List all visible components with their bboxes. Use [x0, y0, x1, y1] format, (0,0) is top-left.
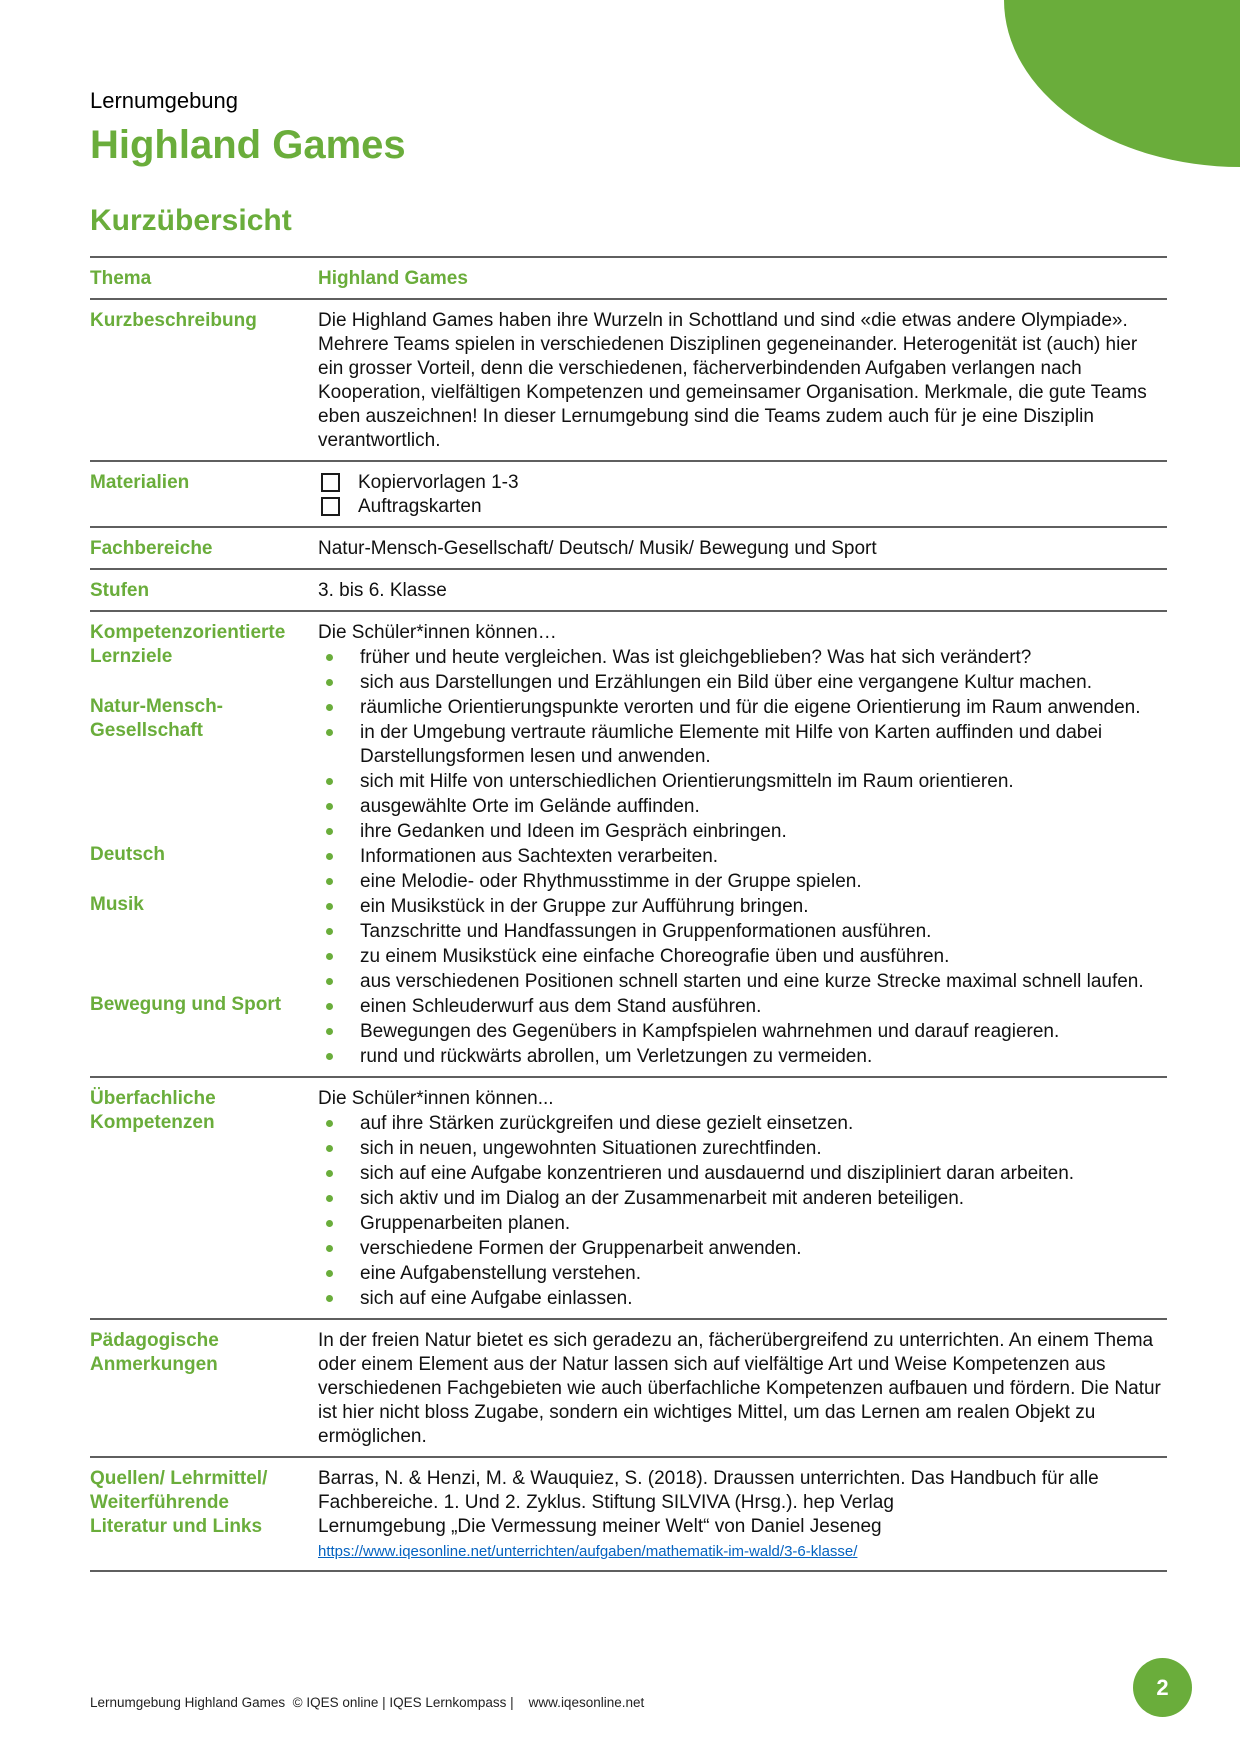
page-number-badge: [1133, 1658, 1192, 1717]
bullet-icon: [326, 1295, 333, 1302]
list-item: [318, 696, 1167, 720]
bullet-text: Bewegungen des Gegenübers in Kampfspielen wahrnehmen und darauf reagieren.: [360, 1021, 1060, 1042]
material-label: Auftragskarten: [358, 496, 482, 517]
bullet-text: räumliche Orientierungspunkte verorten und für die eigene Orientierung im Raum anwenden.: [360, 697, 1141, 718]
row-label-quellen: Quellen/ Lehrmittel/ Weiterführende Literatur und Links: [90, 1468, 268, 1537]
bullet-icon: [326, 729, 333, 736]
table-row-ueberfachliche-kompetenzen: [90, 1076, 1167, 1318]
table-row-paedagogische-anmerkungen: [90, 1318, 1167, 1456]
section-title: Kurzübersicht: [90, 204, 292, 237]
list-item: [318, 945, 1167, 969]
sublabel-natur-mensch-gesellschaft: Natur-Mensch-Gesellschaft: [90, 696, 224, 741]
bullet-icon: [326, 903, 333, 910]
table-row-quellen: [90, 1456, 1167, 1570]
list-item: [318, 1187, 1167, 1211]
bullet-icon: [326, 978, 333, 985]
bullet-text: Gruppenarbeiten planen.: [360, 1213, 571, 1234]
stufen-value: 3. bis 6. Klasse: [318, 580, 447, 601]
lernziele-content: [318, 621, 1167, 1069]
bullet-text: eine Melodie- oder Rhythmusstimme in der Gruppe spielen.: [360, 871, 862, 892]
row-label-stufen: Stufen: [90, 580, 150, 601]
bullet-text: ein Musikstück in der Gruppe zur Aufführung bringen.: [360, 896, 809, 917]
bullet-text: in der Umgebung vertraute räumliche Elemente mit Hilfe von Karten auffinden und dabei Darstellungsformen lesen und anwenden.: [360, 722, 1103, 767]
bullet-text: sich auf eine Aufgabe einlassen.: [360, 1288, 633, 1309]
bullet-text: verschiedene Formen der Gruppenarbeit anwenden.: [360, 1238, 802, 1259]
bullet-icon: [326, 1245, 333, 1252]
sublabel-deutsch: Deutsch: [90, 844, 165, 865]
overview-table: [90, 256, 1167, 1572]
list-item: [318, 1237, 1167, 1261]
link-caption: Lernumgebung „Die Vermessung meiner Welt“ von Daniel Jeseneg: [318, 1516, 882, 1537]
bullet-icon: [326, 704, 333, 711]
bullet-icon: [326, 853, 333, 860]
bullet-text: sich aktiv und im Dialog an der Zusammenarbeit mit anderen beteiligen.: [360, 1188, 965, 1209]
page-title: Highland Games: [90, 123, 406, 167]
reference-text: Barras, N. & Henzi, M. & Wauquiez, S. (2018). Draussen unterrichten. Das Handbuch für alle Fachbereiche. 1. Und 2. Zyklus. Stiftung SILVIVA (Hrsg.). hep Verlag: [318, 1468, 1099, 1513]
bullet-text: aus verschiedenen Positionen schnell starten und eine kurze Strecke maximal schnell laufen.: [360, 971, 1144, 992]
list-item: [318, 1137, 1167, 1161]
bullet-icon: [326, 1145, 333, 1152]
ueberfachlich-bullet-list: [318, 1112, 1167, 1311]
list-item: [318, 895, 1167, 919]
bullet-text: sich mit Hilfe von unterschiedlichen Orientierungsmitteln im Raum orientieren.: [360, 771, 1014, 792]
bullet-icon: [326, 1195, 333, 1202]
material-item: [318, 495, 1167, 519]
bullet-icon: [326, 1170, 333, 1177]
list-item: [318, 845, 1167, 869]
sublabel-musik: Musik: [90, 894, 144, 915]
bullet-icon: [326, 1003, 333, 1010]
table-row-materialien: [90, 460, 1167, 526]
table-row-thema: [90, 256, 1167, 298]
quellen-content: [318, 1467, 1167, 1563]
list-item: [318, 795, 1167, 819]
bullet-text: früher und heute vergleichen. Was ist gleichgeblieben? Was hat sich verändert?: [360, 647, 1032, 668]
row-label-thema: Thema: [90, 268, 152, 289]
bullet-icon: [326, 953, 333, 960]
lernziele-bullet-list: [318, 646, 1167, 1069]
external-link[interactable]: https://www.iqesonline.net/unterrichten/aufgaben/mathematik-im-wald/3-6-klasse/: [318, 1543, 858, 1560]
bullet-icon: [326, 1120, 333, 1127]
lernziele-main-label: Kompetenzorientierte Lernziele: [90, 622, 286, 667]
bullet-text: sich in neuen, ungewohnten Situationen zurechtfinden.: [360, 1138, 822, 1159]
list-intro: Die Schüler*innen können...: [318, 1088, 554, 1109]
checkbox-icon: [321, 473, 340, 492]
ueberfachlich-content: [318, 1087, 1167, 1311]
row-label-paedagogisch: Pädagogische Anmerkungen: [90, 1330, 219, 1375]
page-number: 2: [1156, 1674, 1169, 1700]
row-label-kurzbeschreibung: Kurzbeschreibung: [90, 310, 257, 331]
list-item: [318, 671, 1167, 695]
row-label-lernziele: [90, 621, 318, 1069]
bullet-icon: [326, 828, 333, 835]
list-intro: Die Schüler*innen können…: [318, 622, 557, 643]
bullet-icon: [326, 1028, 333, 1035]
footer-text: Lernumgebung Highland Games © IQES online | IQES Lernkompass | www.iqesonline.net: [90, 1695, 645, 1710]
bullet-icon: [326, 1053, 333, 1060]
bullet-icon: [326, 679, 333, 686]
bullet-icon: [326, 928, 333, 935]
kurzbeschreibung-text: [318, 309, 1167, 453]
bullet-text: eine Aufgabenstellung verstehen.: [360, 1263, 641, 1284]
table-row-lernziele: [90, 610, 1167, 1076]
table-row-stufen: [90, 568, 1167, 610]
bullet-text: Informationen aus Sachtexten verarbeiten.: [360, 846, 719, 867]
bullet-text: rund und rückwärts abrollen, um Verletzungen zu vermeiden.: [360, 1046, 873, 1067]
materialien-list: [318, 471, 1167, 519]
bullet-icon: [326, 803, 333, 810]
bullet-text: Tanzschritte und Handfassungen in Gruppenformationen ausführen.: [360, 921, 932, 942]
bullet-text: einen Schleuderwurf aus dem Stand ausführen.: [360, 996, 762, 1017]
list-item: [318, 995, 1167, 1019]
material-label: Kopiervorlagen 1-3: [358, 472, 519, 493]
bullet-icon: [326, 878, 333, 885]
bullet-icon: [326, 654, 333, 661]
material-item: [318, 471, 1167, 495]
list-item: [318, 1112, 1167, 1136]
thema-value: Highland Games: [318, 268, 468, 289]
list-item: [318, 721, 1167, 769]
table-row-fachbereiche: [90, 526, 1167, 568]
list-item: [318, 1262, 1167, 1286]
list-item: [318, 870, 1167, 894]
paragraph: In der freien Natur bietet es sich geradezu an, fächerübergreifend zu unterrichten. An einem Thema oder einem Element aus der Natur lassen sich auf vielfältige Art und Weise Kompetenzen aus verschiedenen Fachgebieten wie auch überfachliche Kompetenzen aufbauen und fördern. Die Natur ist hier nicht bloss Zugabe, sondern ein wichtiges Mittel, um das Lernen am realen Objekt zu ermöglichen.: [318, 1330, 1161, 1447]
paragraph: Die Highland Games haben ihre Wurzeln in Schottland und sind «die etwas andere Olympiade». Mehrere Teams spielen in verschiedenen Disziplinen gegeneinander. Heterogenität ist (auch) hier ein grosser Vorteil, denn die verschiedenen, fächerverbindenden Aufgaben verlangen nach Kooperation, vielfältigen Kompetenzen und gemeinsamer Organisation. Merkmale, die gute Teams eben auszeichnen! In dieser Lernumgebung sind die Teams zudem auch für je eine Disziplin verantwortlich.: [318, 310, 1147, 451]
kicker: Lernumgebung: [90, 88, 239, 113]
list-item: [318, 1212, 1167, 1236]
list-item: [318, 920, 1167, 944]
list-item: [318, 646, 1167, 670]
list-item: [318, 1287, 1167, 1311]
list-item: [318, 970, 1167, 994]
list-item: [318, 770, 1167, 794]
bullet-text: sich auf eine Aufgabe konzentrieren und ausdauernd und diszipliniert daran arbeiten.: [360, 1163, 1075, 1184]
list-item: [318, 820, 1167, 844]
row-label-ueberfachliche: Überfachliche Kompetenzen: [90, 1088, 216, 1133]
sublabel-bewegung-und-sport: Bewegung und Sport: [90, 994, 282, 1015]
bullet-text: ihre Gedanken und Ideen im Gespräch einbringen.: [360, 821, 787, 842]
fachbereiche-value: Natur-Mensch-Gesellschaft/ Deutsch/ Musik/ Bewegung und Sport: [318, 538, 877, 559]
row-label-materialien: Materialien: [90, 472, 190, 493]
bullet-icon: [326, 778, 333, 785]
paedagogisch-text: [318, 1329, 1167, 1449]
bullet-icon: [326, 1220, 333, 1227]
bullet-text: auf ihre Stärken zurückgreifen und diese gezielt einsetzen.: [360, 1113, 854, 1134]
table-row-kurzbeschreibung: [90, 298, 1167, 460]
bullet-text: zu einem Musikstück eine einfache Choreografie üben und ausführen.: [360, 946, 950, 967]
row-label-fachbereiche: Fachbereiche: [90, 538, 213, 559]
bullet-text: ausgewählte Orte im Gelände auffinden.: [360, 796, 700, 817]
list-item: [318, 1045, 1167, 1069]
bullet-text: sich aus Darstellungen und Erzählungen ein Bild über eine vergangene Kultur machen.: [360, 672, 1092, 693]
list-item: [318, 1162, 1167, 1186]
list-item: [318, 1020, 1167, 1044]
bullet-icon: [326, 1270, 333, 1277]
checkbox-icon: [321, 497, 340, 516]
